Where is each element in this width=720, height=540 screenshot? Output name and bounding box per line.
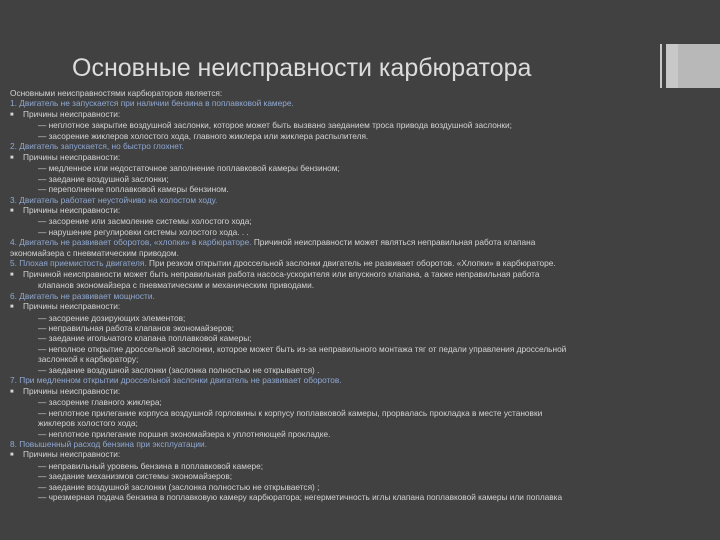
fault-heading-with-text (10, 258, 710, 268)
square-bullet-icon: ■ (10, 271, 14, 278)
square-bullet-icon: ■ (10, 304, 14, 311)
bullet-line (10, 301, 710, 312)
square-bullet-icon: ■ (10, 207, 14, 214)
fault-heading: 4. Двигатель не развивает оборотов, «хлопки» в карбюраторе. (10, 237, 252, 248)
bullet-line (10, 109, 710, 120)
fault-heading: 8. Повышенный расход бензина при эксплуатации. (10, 438, 207, 449)
fault-heading: 1. Двигатель не запускается при наличии бензина в поплавковой камере. (10, 98, 294, 109)
cause-item: — засорение или засмоление системы холостого хода; (38, 216, 252, 227)
cause-item: — медленное или недостаточное заполнение поплавковой камеры бензином; (38, 163, 340, 174)
fault-heading: 5. Плохая приемистость двигателя. (10, 258, 147, 269)
cause-item: — заедание воздушной заслонки (заслонка полностью не открывается) ; (38, 481, 320, 492)
fault-description: Причиной неисправности может являться неправильная работа клапана (251, 237, 536, 248)
bullet-text: Причины неисправности: (23, 108, 121, 119)
cause-item: — неправильный уровень бензина в поплавковой камере; (38, 460, 264, 471)
cause-item: — неправильная работа клапанов экономайзеров; (38, 322, 234, 333)
cause-item: — нарушение регулировки системы холостого хода. . . (38, 226, 249, 237)
fault-description: При резком открытии дроссельной заслонки двигатель не развивает оборотов. «Хлопки» в карбюраторе. (146, 258, 556, 269)
fault-heading: 3. Двигатель работает неустойчиво на холостом ходу. (10, 194, 218, 205)
slide-body (10, 88, 710, 503)
fault-heading: 6. Двигатель не развивает мощности. (10, 290, 155, 301)
continued-line: клапанов экономайзера с пневматическим и механическим приводами. (38, 280, 315, 291)
decor-bar-horizontal (678, 44, 720, 88)
cause-item: — неплотное закрытие воздушной заслонки, которое может быть вызвано заеданием троса привода воздушной заслонки; (38, 120, 512, 131)
cause-item: — чрезмерная подача бензина в поплавковую камеру карбюратора; негерметичность иглы клапана поплавковой камеры или поплавка (38, 492, 563, 503)
cause-item: — переполнение поплавковой камеры бензином. (38, 184, 229, 195)
cause-item: — засорение жиклеров холостого хода, главного жиклера или жиклера распылителя. (38, 130, 369, 141)
cause-item: — заедание воздушной заслонки (заслонка полностью не открывается) . (38, 364, 320, 375)
cause-item: — неполное открытие дроссельной заслонки, которое может быть из-за неправильного монтажа тяг от педали управления дроссельной (38, 343, 567, 354)
fault-heading: 2. Двигатель запускается, но быстро глохнет. (10, 141, 184, 152)
bullet-text: Причины неисправности: (23, 385, 121, 396)
bullet-text: Причиной неисправности может быть неправильная работа насоса-ускорителя или впускного клапана, а также неправильная работа (23, 268, 540, 279)
continued-line: жиклеров холостого хода; (38, 418, 138, 429)
cause-item: — неплотное прилегание поршня экономайзера к уплотняющей прокладке. (38, 428, 331, 439)
bullet-line (10, 205, 710, 216)
cause-item: — заедание воздушной заслонки; (38, 173, 169, 184)
bullet-line (10, 386, 710, 397)
slide-title: Основные неисправности карбюратора (72, 54, 532, 82)
bullet-text: Причины неисправности: (23, 301, 121, 312)
decor-bar-thick (666, 44, 678, 88)
bullet-text: Причины неисправности: (23, 204, 121, 215)
bullet-text: Причины неисправности: (23, 151, 121, 162)
cause-item: — заедание механизмов системы экономайзеров; (38, 471, 233, 482)
bullet-text: Причины неисправности: (23, 449, 121, 460)
square-bullet-icon: ■ (10, 111, 14, 118)
square-bullet-icon: ■ (10, 154, 14, 161)
square-bullet-icon: ■ (10, 388, 14, 395)
bullet-line (10, 269, 710, 280)
cause-item: — заедание игольчатого клапана поплавковой камеры; (38, 333, 252, 344)
text-line: экономайзера с пневматическим приводом. (10, 247, 179, 258)
cause-item: — засорение главного жиклера; (38, 397, 162, 408)
decor-bar-thin (660, 44, 662, 88)
fault-heading: 7. При медленном открытии дроссельной заслонки двигатель не развивает оборотов. (10, 375, 342, 386)
cause-item: — неплотное прилегание корпуса воздушной горловины к корпусу поплавковой камеры, прорвалась прокладка в месте установки (38, 407, 543, 418)
text-line: Основными неисправностями карбюраторов является: (10, 88, 223, 98)
bullet-line (10, 152, 710, 163)
square-bullet-icon: ■ (10, 452, 14, 459)
fault-heading-with-text (10, 237, 710, 247)
cause-item: — засорение дозирующих элементов; (38, 312, 186, 323)
continued-line: заслонкой к карбюратору; (38, 354, 139, 365)
bullet-line (10, 449, 710, 460)
